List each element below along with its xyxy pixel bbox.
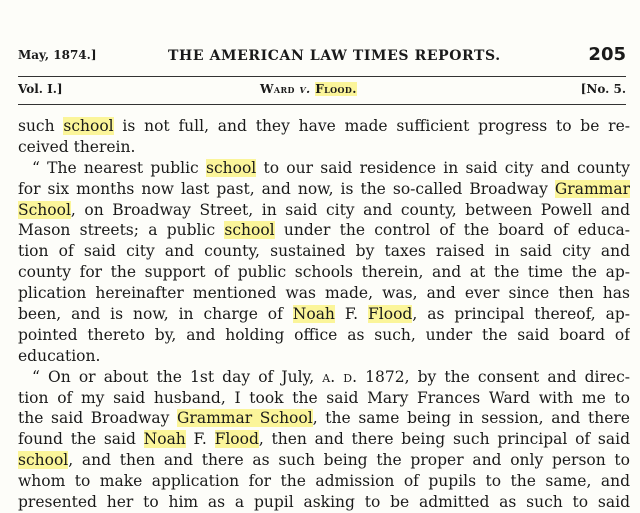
highlighted-term: Flood	[368, 305, 413, 324]
text-run: , and then and there as such being the proper and only person to	[68, 451, 630, 470]
running-header	[18, 44, 626, 74]
highlighted-term: school	[18, 451, 69, 470]
text-run: , on Broadway Street, in said city and county, between Powell and	[70, 200, 630, 219]
header-rule-top	[18, 76, 626, 77]
issue-number: [No. 5.	[580, 82, 626, 96]
highlighted-term: Grammar School	[177, 409, 313, 428]
text-line	[18, 283, 630, 304]
text-run: 1872, by the consent and direc-	[357, 367, 630, 386]
text-run: F.	[185, 430, 215, 449]
text-line	[18, 137, 630, 158]
text-line	[18, 262, 630, 283]
text-run: plication hereinafter mentioned was made, was, and ever since then has	[18, 284, 630, 303]
body-text	[18, 116, 630, 513]
text-run: such	[18, 117, 64, 135]
page-number: 205	[588, 44, 626, 65]
highlighted-term: school	[63, 117, 114, 135]
text-line	[18, 241, 630, 262]
text-line	[18, 408, 630, 429]
text-run: education.	[18, 346, 101, 365]
case-name	[260, 82, 357, 96]
text-run: “ On or about the 1st day of July,	[32, 367, 323, 386]
highlighted-term: Noah	[292, 305, 335, 324]
case-party-a: Ward	[260, 82, 295, 96]
text-run: , then and there being such principal of said	[258, 430, 630, 449]
text-run: to our said residence in said city and county	[256, 158, 630, 177]
text-line	[18, 304, 630, 325]
text-run: whom to make application for the admission of pupils to the same, and	[18, 472, 630, 491]
header-title: THE AMERICAN LAW TIMES REPORTS.	[168, 48, 501, 64]
text-run: “ The nearest public	[32, 158, 206, 177]
text-run: , as principal thereof, ap-	[412, 305, 630, 324]
text-run: ceived therein.	[18, 137, 136, 156]
highlighted-term: Noah	[143, 430, 186, 449]
text-line	[18, 179, 630, 200]
text-line	[18, 325, 630, 346]
text-run: been, and is now, in charge of	[18, 305, 293, 324]
text-run: a. d.	[322, 367, 358, 386]
text-run: county for the support of public schools therein, and at the time the ap-	[18, 263, 630, 282]
text-run: found the said	[18, 430, 144, 449]
case-party-b: Flood.	[315, 82, 357, 96]
text-line	[18, 367, 630, 388]
text-run: the said Broadway	[18, 409, 178, 428]
highlighted-term: School	[18, 200, 71, 219]
volume-label: Vol. I.]	[18, 82, 63, 96]
text-line	[18, 450, 630, 471]
case-versus: v.	[299, 82, 311, 96]
header-rule-bottom	[18, 104, 626, 105]
header-date: May, 1874.]	[18, 48, 97, 62]
text-run: for six months now last past, and now, is the so-called Broadway	[18, 179, 555, 198]
highlighted-term: school	[224, 221, 275, 240]
text-run: tion of said city and county, sustained by taxes raised in said city and	[18, 242, 630, 261]
text-run: pointed thereto by, and holding office as such, under the said board of	[18, 325, 630, 344]
text-line	[18, 429, 630, 450]
text-run: presented her to him as a pupil asking to be admitted as such to said	[18, 493, 630, 512]
text-line	[18, 158, 630, 179]
text-run: under the control of the board of educa-	[274, 221, 630, 240]
highlighted-term: Flood	[214, 430, 259, 449]
text-line	[18, 471, 630, 492]
text-line	[18, 388, 630, 409]
text-run: , the same being in session, and there	[312, 409, 630, 428]
text-line	[18, 346, 630, 367]
text-run: tion of my said husband, I took the said Mary Frances Ward with me to	[18, 388, 630, 407]
text-run: Mason streets; a public	[18, 221, 225, 240]
highlighted-term: school	[206, 158, 257, 177]
text-run: F.	[334, 305, 369, 324]
highlighted-term: Grammar	[554, 179, 630, 198]
text-line	[18, 116, 630, 137]
text-run: is not full, and they have made sufficient progress to be re-	[113, 117, 630, 135]
text-line	[18, 492, 630, 513]
sub-header	[18, 82, 626, 100]
text-line	[18, 200, 630, 221]
text-line	[18, 220, 630, 241]
